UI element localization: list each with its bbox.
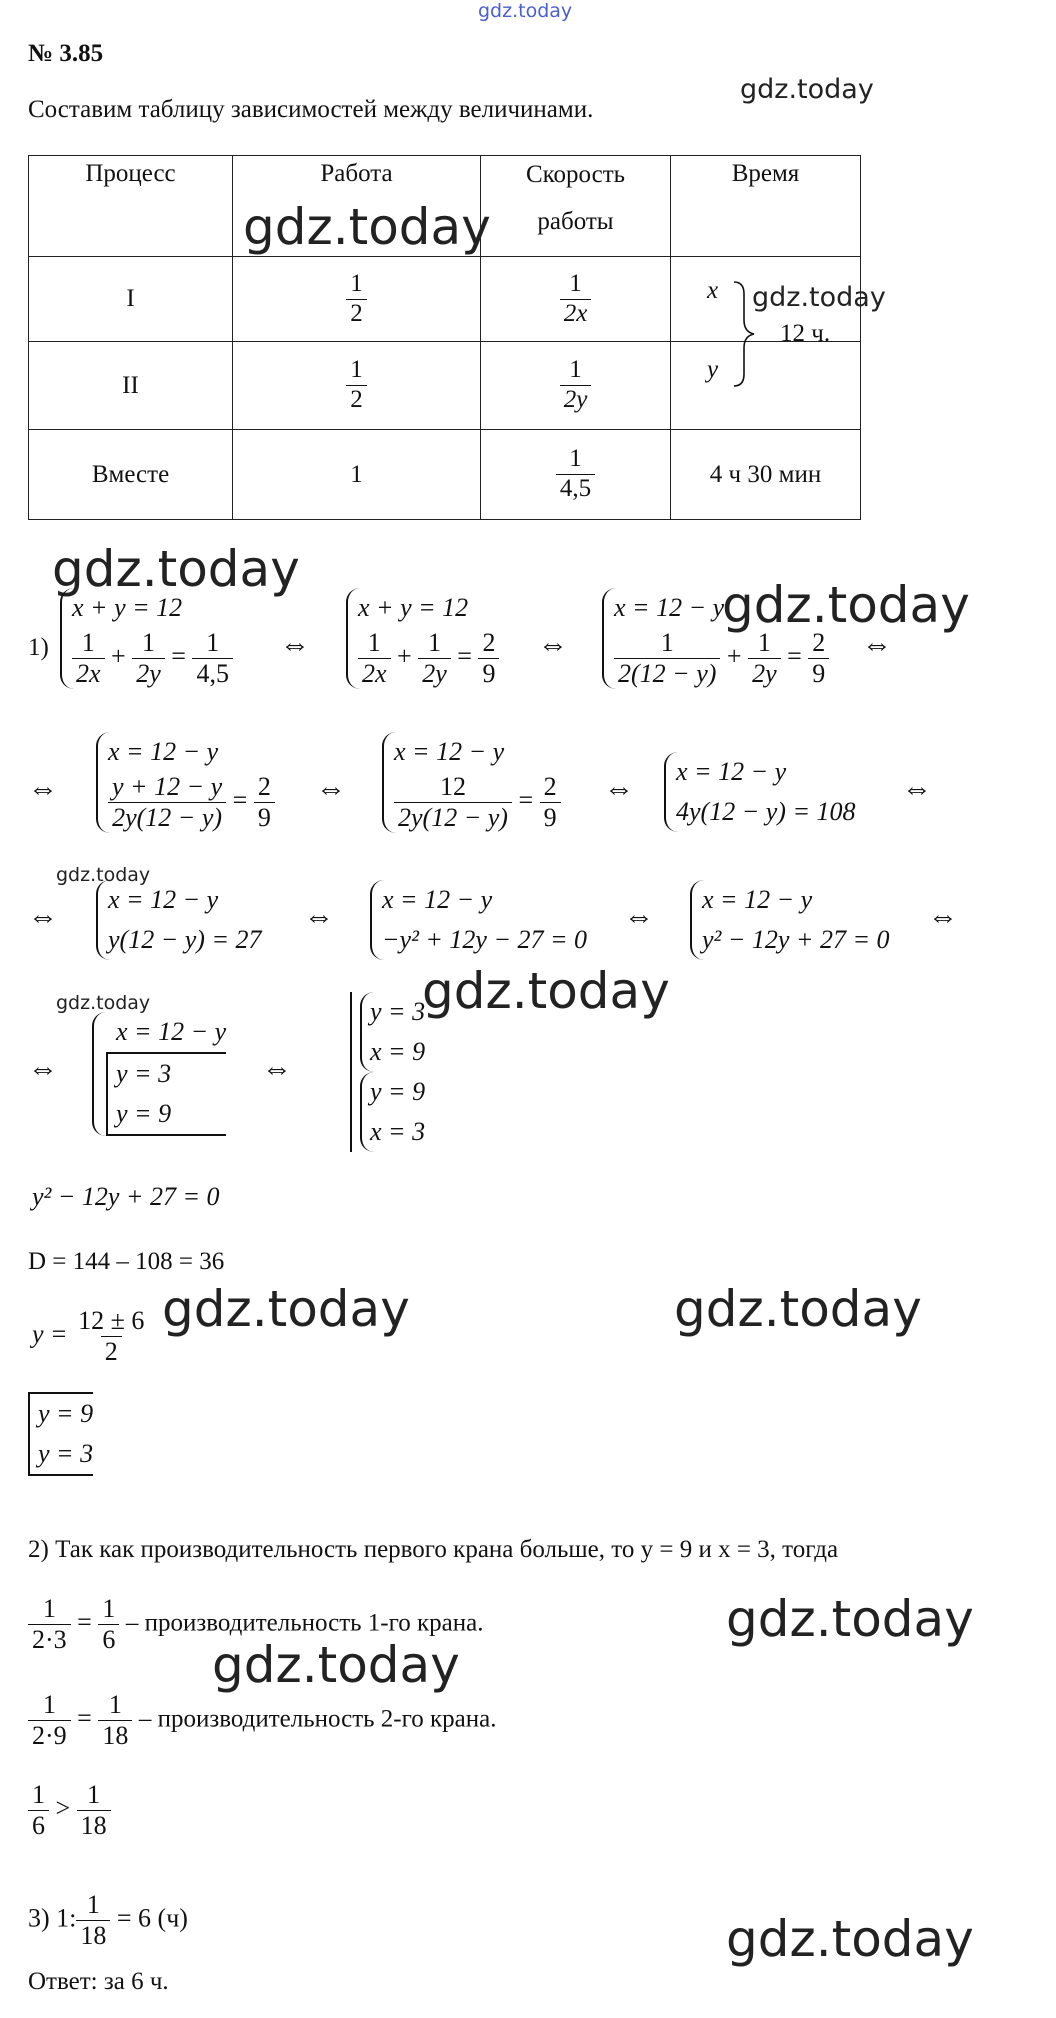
header-speed xyxy=(481,156,671,257)
step1-label: 1) xyxy=(28,634,49,661)
sys1c-rn: 2 xyxy=(812,628,826,657)
sys4b-r4: x = 3 xyxy=(370,1117,426,1146)
equiv-arrow-icon: ⇔ xyxy=(604,772,634,805)
row2-time-value: y xyxy=(707,356,719,383)
sys3c-eq2: y² − 12y + 27 = 0 xyxy=(702,925,890,954)
sys1a-rd: 4,5 xyxy=(192,658,233,689)
cmp-rnum: 1 xyxy=(87,1780,101,1809)
header-speed-line1: Скорость xyxy=(525,161,626,188)
watermark: gdz.today xyxy=(722,576,970,634)
plus-sign: + xyxy=(397,641,412,671)
equiv-arrow-icon: ⇔ xyxy=(28,900,58,933)
answer: Ответ: за 6 ч. xyxy=(28,1968,169,1995)
sys1c-f1n: 1 xyxy=(660,628,674,657)
sys1b-eq1: x + y = 12 xyxy=(358,593,469,622)
y-label: y = xyxy=(32,1319,68,1349)
cmp-lnum: 1 xyxy=(32,1780,45,1809)
quadratic-equation: y² − 12y + 27 = 0 xyxy=(32,1182,220,1211)
row1-work xyxy=(233,257,481,342)
system-2a xyxy=(96,732,275,833)
equiv-arrow-icon: ⇔ xyxy=(624,900,654,933)
roots-set xyxy=(28,1392,93,1476)
sys3a-eq1: x = 12 − y xyxy=(108,885,219,914)
p1-num: 1 xyxy=(42,1594,56,1623)
comparison xyxy=(28,1780,111,1841)
equals-sign: = xyxy=(787,641,802,671)
row1-time-value: x xyxy=(707,277,719,304)
y-num: 12 ± 6 xyxy=(78,1306,145,1335)
sys1a-f1n: 1 xyxy=(81,628,95,657)
system-3a xyxy=(96,880,262,960)
row3-work: 1 xyxy=(233,430,481,520)
row2-work-den: 2 xyxy=(346,385,367,415)
header-speed-line2: работы xyxy=(537,208,614,235)
step2-text: 2) Так как производительность первого крана больше, то y = 9 и x = 3, тогда xyxy=(28,1536,839,1563)
equiv-arrow-icon: ⇔ xyxy=(316,772,346,805)
sys4a-eq2: y = 3 xyxy=(116,1059,172,1088)
equiv-arrow-icon: ⇔ xyxy=(538,628,568,661)
sys4b-r2: x = 9 xyxy=(370,1037,426,1066)
equiv-arrow-icon: ⇔ xyxy=(304,900,334,933)
watermark: gdz.today xyxy=(752,282,886,313)
row2-work-num: 1 xyxy=(350,356,363,384)
sys3a-eq2: y(12 − y) = 27 xyxy=(108,925,262,954)
row3-speed-num: 1 xyxy=(569,445,582,473)
sys1c-f2d: 2y xyxy=(748,658,781,689)
system-3c xyxy=(690,880,890,960)
watermark: gdz.today xyxy=(162,1280,410,1338)
sys1a-f2n: 1 xyxy=(141,628,155,657)
equiv-arrow-icon: ⇔ xyxy=(862,628,892,661)
watermark: gdz.today xyxy=(56,992,151,1014)
sys4b-r1: y = 3 xyxy=(370,997,426,1026)
sys1b-f1d: 2x xyxy=(358,658,391,689)
sys3c-eq1: x = 12 − y xyxy=(702,885,813,914)
watermark: gdz.today xyxy=(52,540,300,598)
row1-speed xyxy=(481,257,671,342)
watermark: gdz.today xyxy=(422,962,670,1020)
watermark: gdz.today xyxy=(243,198,491,256)
equiv-arrow-icon: ⇔ xyxy=(928,900,958,933)
sys1a-f2d: 2y xyxy=(132,658,165,689)
sys2b-den: 2y(12 − y) xyxy=(394,802,512,833)
step3-den: 18 xyxy=(76,1920,110,1951)
sys2b-rd: 9 xyxy=(540,802,561,833)
sys1b-f1n: 1 xyxy=(367,628,381,657)
row3-time: 4 ч 30 мин xyxy=(671,430,861,520)
equals-sign: = xyxy=(171,641,186,671)
row1-process: I xyxy=(29,257,233,342)
sys3b-eq2: −y² + 12y − 27 = 0 xyxy=(382,925,588,954)
watermark: gdz.today xyxy=(726,1590,974,1648)
sys2b-rn: 2 xyxy=(543,772,557,801)
sys1b-f2n: 1 xyxy=(427,628,441,657)
system-4b xyxy=(350,992,425,1152)
brace-label: 12 ч. xyxy=(780,320,831,347)
watermark: gdz.today xyxy=(674,1280,922,1338)
equiv-arrow-icon: ⇔ xyxy=(280,628,310,661)
sys2a-num: y + 12 − y xyxy=(112,772,223,801)
top-watermark: gdz.today xyxy=(478,0,573,22)
header-time: Время xyxy=(671,156,861,257)
sys1b-rd: 9 xyxy=(478,658,499,689)
row3-speed-den: 4,5 xyxy=(556,474,595,504)
sys2c-eq2: 4y(12 − y) = 108 xyxy=(676,797,856,826)
equiv-arrow-icon: ⇔ xyxy=(28,1052,58,1085)
sys1c-f2n: 1 xyxy=(757,628,771,657)
row2-work xyxy=(233,342,481,430)
sys2c-eq1: x = 12 − y xyxy=(676,757,787,786)
row2-speed-num: 1 xyxy=(569,356,582,384)
equals-sign: = xyxy=(77,1607,92,1637)
header-work: Работа xyxy=(233,156,481,257)
sys2a-rn: 2 xyxy=(257,772,271,801)
equals-sign: = xyxy=(457,641,472,671)
p2-rden: 18 xyxy=(98,1720,132,1751)
p1-den: 2·3 xyxy=(28,1624,71,1655)
watermark: gdz.today xyxy=(212,1636,460,1694)
row2-process: II xyxy=(29,342,233,430)
step3 xyxy=(28,1890,188,1951)
equals-sign: = xyxy=(232,785,248,815)
equiv-arrow-icon: ⇔ xyxy=(28,772,58,805)
p1-text: – производительность 1-го крана. xyxy=(125,1609,484,1637)
sys3b-eq1: x = 12 − y xyxy=(382,885,493,914)
row1-speed-den: 2x xyxy=(560,299,592,329)
system-4a xyxy=(92,1012,226,1136)
row1-work-num: 1 xyxy=(350,269,363,297)
p1-rden: 6 xyxy=(98,1624,119,1655)
row2-speed xyxy=(481,342,671,430)
sys2a-eq1: x = 12 − y xyxy=(108,737,219,766)
equals-sign: = xyxy=(518,785,534,815)
sys4a-eq1: x = 12 − y xyxy=(116,1017,227,1046)
p2-rnum: 1 xyxy=(108,1690,122,1719)
row1-work-den: 2 xyxy=(346,299,367,329)
watermark: gdz.today xyxy=(726,1910,974,1968)
sys1c-eq1: x = 12 − y xyxy=(614,593,725,622)
cmp-lden: 6 xyxy=(28,1810,49,1841)
sys1a-eq1: x + y = 12 xyxy=(72,593,183,622)
row1-speed-num: 1 xyxy=(569,269,582,297)
row3-process: Вместе xyxy=(29,430,233,520)
sys1a-rn: 1 xyxy=(206,628,220,657)
sys4a-eq3: y = 9 xyxy=(116,1099,172,1128)
equiv-arrow-icon: ⇔ xyxy=(262,1052,292,1085)
cmp-rden: 18 xyxy=(77,1810,111,1841)
sys1c-rd: 9 xyxy=(808,658,829,689)
discriminant: D = 144 – 108 = 36 xyxy=(28,1248,225,1275)
watermark: gdz.today xyxy=(740,74,874,105)
sys1b-rn: 2 xyxy=(482,628,496,657)
system-2b xyxy=(382,732,561,833)
system-3b xyxy=(370,880,587,960)
plus-sign: + xyxy=(726,641,742,671)
step3-suffix: = 6 (ч) xyxy=(116,1903,188,1933)
root-1: y = 9 xyxy=(38,1399,94,1428)
system-1a xyxy=(60,588,233,689)
p2-num: 1 xyxy=(42,1690,56,1719)
row2-time xyxy=(671,342,861,430)
system-2c xyxy=(664,752,856,832)
p2-den: 2·9 xyxy=(28,1720,71,1751)
equiv-arrow-icon: ⇔ xyxy=(902,772,932,805)
sys1a-f1d: 2x xyxy=(72,658,105,689)
plus-sign: + xyxy=(111,641,126,671)
step3-prefix: 3) 1: xyxy=(28,1903,77,1933)
system-1c xyxy=(602,588,829,689)
sys2b-num: 12 xyxy=(439,772,466,801)
watermark: gdz.today xyxy=(56,864,151,886)
equals-sign: = xyxy=(77,1703,92,1733)
y-den: 2 xyxy=(101,1336,122,1367)
sys1c-f1d: 2(12 − y) xyxy=(614,658,720,689)
system-1b xyxy=(346,588,499,689)
p2-text: – производительность 2-го крана. xyxy=(138,1705,497,1733)
sys4b-group2 xyxy=(360,1072,425,1152)
y-formula xyxy=(32,1306,148,1367)
p1-rnum: 1 xyxy=(102,1594,116,1623)
root-2: y = 3 xyxy=(38,1439,94,1468)
header-process: Процесс xyxy=(29,156,233,257)
row2-speed-den: 2y xyxy=(560,385,592,415)
sys2a-den: 2y(12 − y) xyxy=(108,802,226,833)
problem-number: № 3.85 xyxy=(28,40,104,67)
sys1b-f2d: 2y xyxy=(418,658,451,689)
row3-speed xyxy=(481,430,671,520)
productivity-2 xyxy=(28,1690,497,1751)
sys4b-r3: y = 9 xyxy=(370,1077,426,1106)
sys2a-rd: 9 xyxy=(254,802,275,833)
greater-sign: > xyxy=(55,1793,71,1823)
sys2b-eq1: x = 12 − y xyxy=(394,737,505,766)
intro-text: Составим таблицу зависимостей между величинами. xyxy=(28,96,594,123)
step3-num: 1 xyxy=(86,1890,100,1919)
sys4b-group1 xyxy=(360,992,425,1072)
